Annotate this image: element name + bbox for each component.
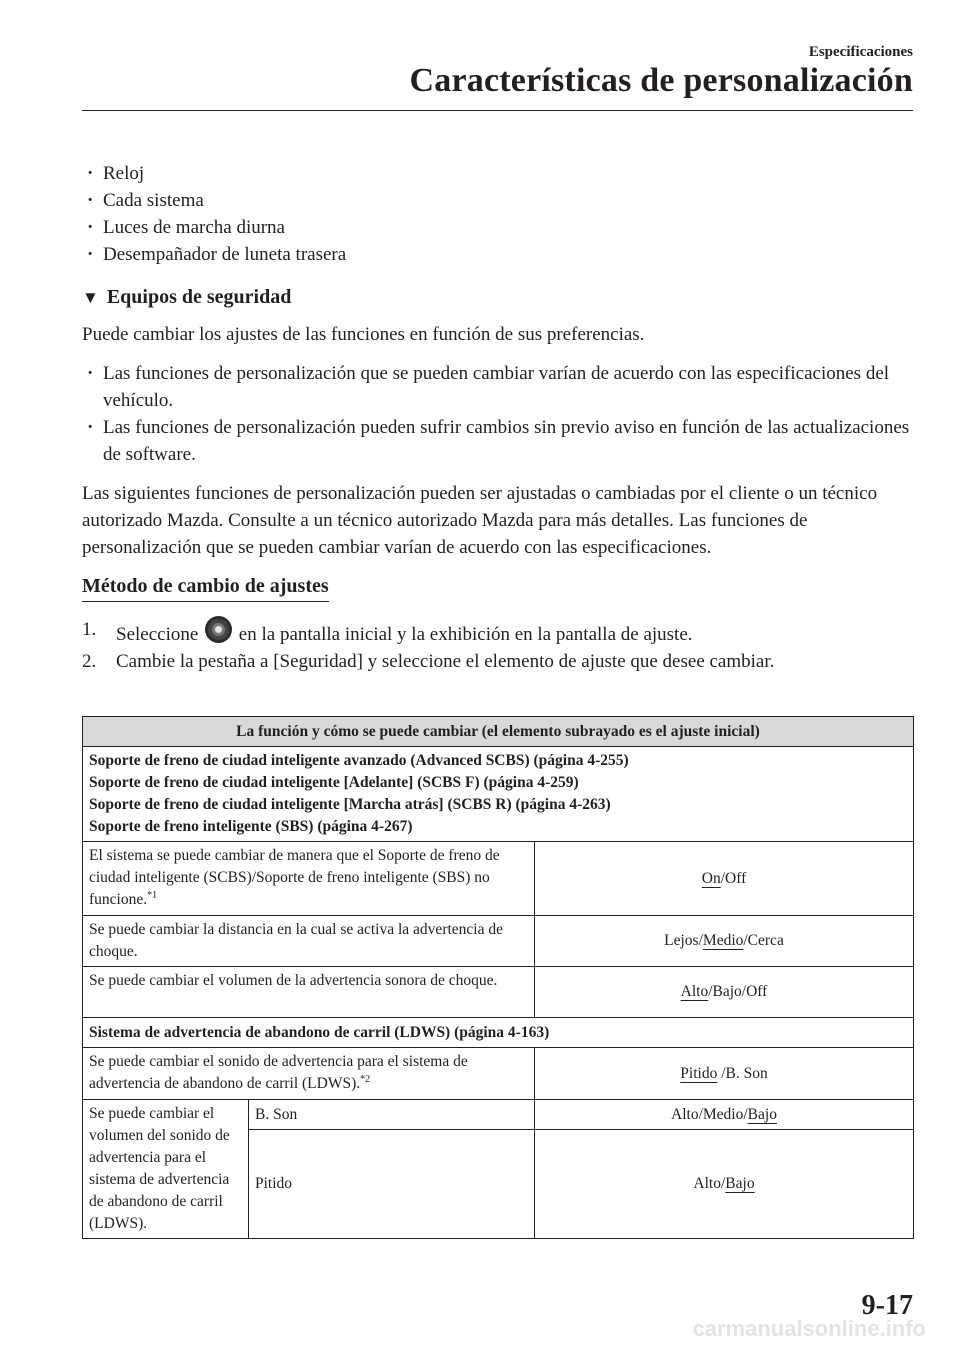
step-number: 2.	[82, 651, 97, 672]
body-paragraph: Las siguientes funciones de personalización pueden ser ajustadas o cambiadas por el cliente o un técnico autorizado Mazda. Consulte a un técnico autorizado Mazda para más detalles. Las funciones de personalización que se pueden cambiar varían de acuerdo con las especificaciones.	[82, 483, 878, 558]
row-description: Se puede cambiar el volumen de la advertencia sonora de choque.	[83, 967, 535, 1018]
method-heading: Método de cambio de ajustes	[82, 573, 329, 602]
note-item: · Las funciones de personalización que se pueden cambiar varían de acuerdo con las especificaciones del vehículo.	[82, 360, 913, 414]
table-row	[83, 916, 914, 967]
watermark: carmanualsonline.info	[692, 1316, 926, 1341]
page-title: Características de personalización	[409, 62, 913, 99]
row-options: Alto/Bajo	[535, 1130, 914, 1239]
default-option: On	[701, 869, 721, 887]
row-description: El sistema se puede cambiar de manera que el Soporte de freno de ciudad inteligente (SCBS)/Soporte de freno inteligente (SBS) no funcione.$^{*1}$	[83, 842, 535, 916]
settings-gear-icon	[205, 616, 232, 643]
header-rule	[82, 110, 913, 111]
list-item: · Cada sistema	[82, 187, 913, 214]
step-text-pre: Seleccione	[116, 624, 199, 645]
step-text: Cambie la pestaña a [Seguridad] y seleccione el elemento de ajuste que desee cambiar.	[116, 651, 775, 672]
row-options: Lejos/Medio/Cerca	[535, 916, 914, 967]
page-content	[82, 160, 913, 675]
row-options: Pitido /B. Son	[535, 1048, 914, 1100]
group-title-line: Soporte de freno de ciudad inteligente [Adelante] (SCBS F) (página 4-259)	[89, 774, 579, 791]
header-section-label: Especificaciones	[808, 44, 913, 60]
step-2	[82, 648, 913, 675]
section-heading	[82, 284, 913, 311]
row-description: Se puede cambiar el sonido de advertencia para el sistema de advertencia de abandono de carril (LDWS).$^{*2}$	[83, 1048, 535, 1100]
table-row	[83, 842, 914, 916]
table-header: La función y cómo se puede cambiar (el elemento subrayado es el ajuste inicial)	[83, 717, 914, 747]
step-number: 1.	[82, 619, 97, 640]
section-heading-text: Equipos de seguridad	[106, 286, 292, 308]
default-option: Medio	[702, 932, 744, 949]
row-options: Alto/Bajo/Off	[535, 967, 914, 1018]
default-option: Alto	[680, 983, 709, 1000]
row-options: Alto/Medio/Bajo	[535, 1100, 914, 1130]
list-item: · Reloj	[82, 160, 913, 187]
list-item: · Desempañador de luneta trasera	[82, 241, 913, 268]
step-text-post: en la pantalla inicial y la exhibición en la pantalla de ajuste.	[238, 624, 693, 645]
table-group-title: Sistema de advertencia de abandono de carril (LDWS) (página 4-163)	[83, 1018, 914, 1048]
sub-label: B. Son	[249, 1100, 535, 1130]
table-row	[83, 1100, 914, 1130]
row-description: Se puede cambiar el volumen del sonido de advertencia para el sistema de advertencia de abandono de carril (LDWS).	[83, 1100, 249, 1239]
row-options: On/Off	[535, 842, 914, 916]
default-option: Pitido	[680, 1064, 718, 1082]
default-option: Bajo	[725, 1175, 755, 1193]
table-group-title	[83, 747, 914, 842]
table-row	[83, 967, 914, 1018]
sub-label: Pitido	[249, 1130, 535, 1239]
row-description: Se puede cambiar la distancia en la cual se activa la advertencia de choque.	[83, 916, 535, 967]
page-number: 9-17	[861, 1290, 913, 1321]
group-title-line: Soporte de freno de ciudad inteligente avanzado (Advanced SCBS) (página 4-255)	[89, 752, 629, 769]
group-title-line: Soporte de freno inteligente (SBS) (página 4-267)	[89, 818, 413, 835]
note-item: · Las funciones de personalización pueden sufrir cambios sin previo aviso en función de las actualizaciones de software.	[82, 414, 913, 468]
triangle-down-icon: ▼	[82, 288, 99, 307]
default-option: Bajo	[747, 1105, 777, 1123]
table-row	[83, 1048, 914, 1100]
list-item: · Luces de marcha diurna	[82, 214, 913, 241]
intro-text: Puede cambiar los ajustes de las funciones en función de sus preferencias.	[82, 324, 645, 345]
step-1	[82, 616, 913, 648]
group-title-line: Soporte de freno de ciudad inteligente [Marcha atrás] (SCBS R) (página 4-263)	[89, 796, 611, 813]
settings-table	[82, 716, 914, 1239]
